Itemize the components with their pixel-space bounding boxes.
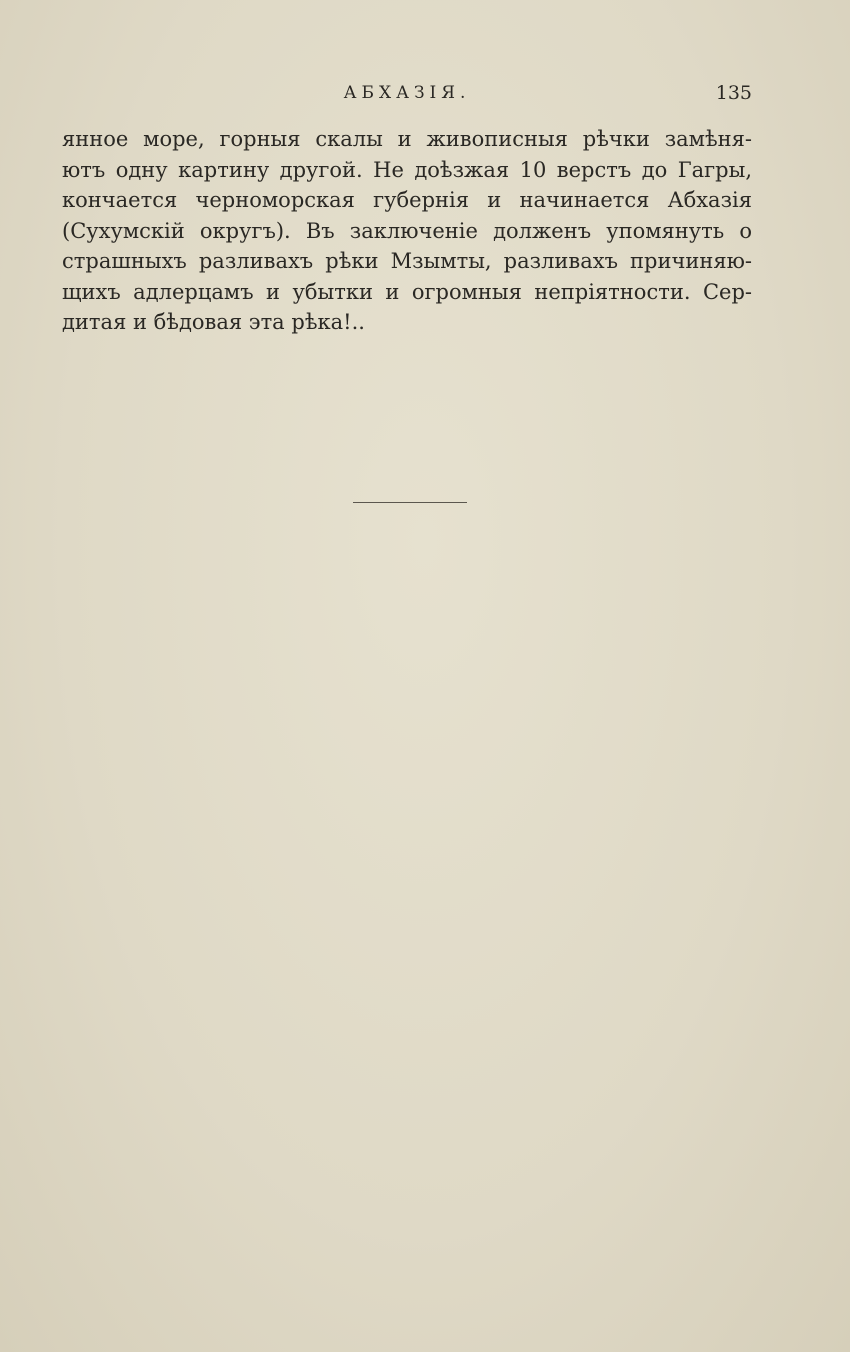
text-line: кончается черноморская губернія и начинается Абхазія — [62, 188, 752, 212]
text-line: дитая и бѣдовая эта рѣка!.. — [62, 310, 365, 334]
text-line: (Сухумскій округъ). Въ заключеніе долженъ упомянуть о — [62, 218, 752, 243]
running-title: АБХАЗІЯ. — [343, 83, 471, 103]
text-line: янное море, горныя скалы и живописныя рѣчки замѣня- — [62, 127, 752, 151]
page-number: 135 — [715, 82, 752, 104]
text-line: страшныхъ разливахъ рѣки Мзымты, разливахъ причиняю- — [62, 249, 752, 273]
text-line: ютъ одну картину другой. Не доѣзжая 10 верстъ до Гагры, — [62, 157, 752, 182]
running-head — [62, 80, 752, 106]
section-divider — [353, 502, 467, 503]
text-line: щихъ адлерцамъ и убытки и огромныя непріятности. Сер- — [62, 279, 752, 304]
body-paragraph — [62, 124, 752, 338]
